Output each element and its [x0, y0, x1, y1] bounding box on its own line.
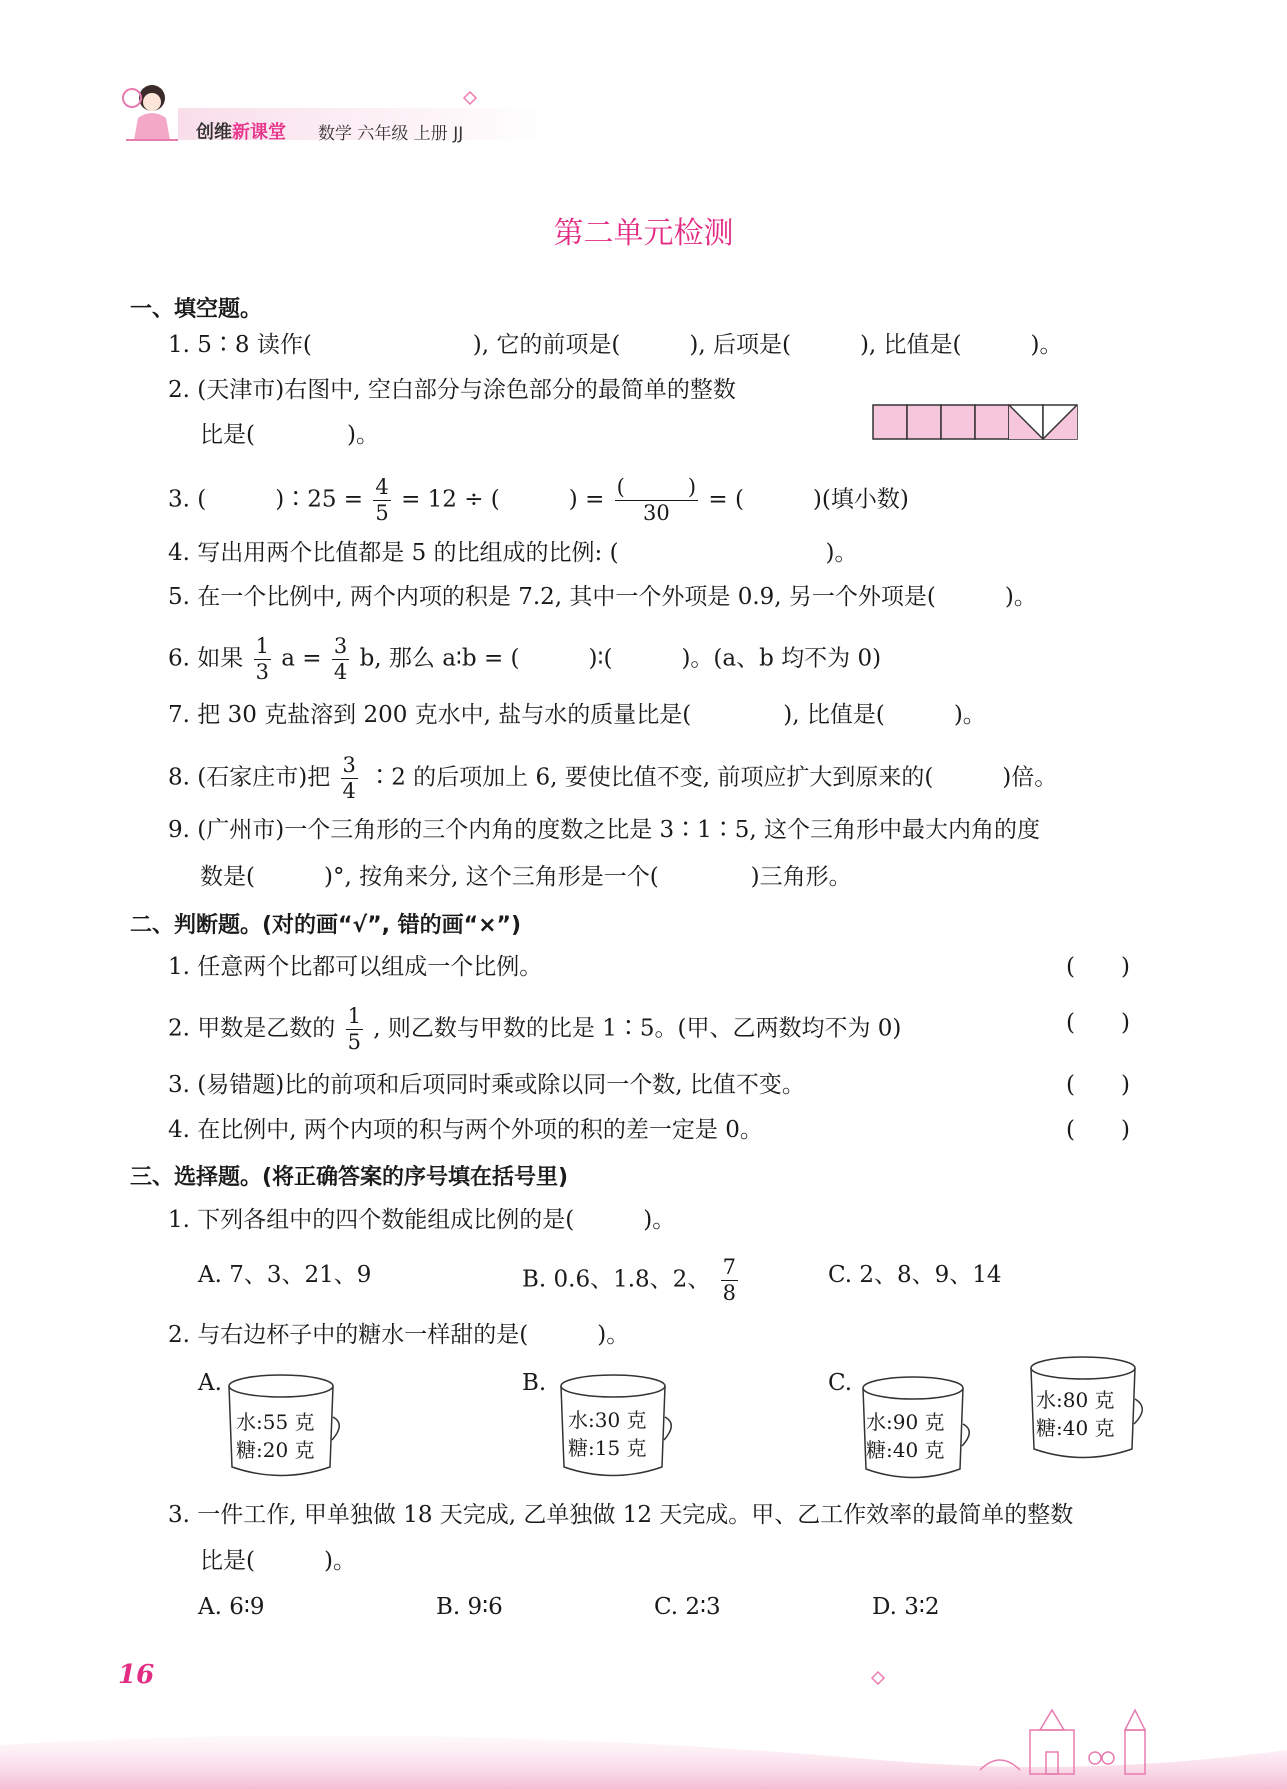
s1-q9-line1: 9. (广州市)一个三角形的三个内角的度数之比是 3∶1∶5, 这个三角形中最大内角的度: [168, 817, 1041, 843]
cup-b-label: 水:30 克 糖:15 克: [568, 1408, 647, 1460]
s3-q3-option-d[interactable]: D. 3∶2: [872, 1594, 940, 1620]
s3-q3-line2: 比是( )。: [200, 1548, 356, 1574]
s2-q2: 2. 甲数是乙数的 $\frac{1}{5}$ , 则乙数与甲数的比是 1∶5。(甲、乙两数均不为 0): [168, 1004, 902, 1054]
s3-q3-line1: 3. 一件工作, 甲单独做 18 天完成, 乙单独做 12 天完成。甲、乙工作效率的最简单的整数: [168, 1502, 1074, 1528]
s3-q3-option-a[interactable]: A. 6∶9: [198, 1594, 265, 1620]
s1-q1: 1. 5∶8 读作( ), 它的前项是( ), 后项是( ), 比值是( )。: [168, 332, 1063, 358]
q8-fraction: $\frac{3}{4}$: [342, 753, 356, 803]
footer-decoration: [0, 1660, 1287, 1789]
s3-q3-option-c[interactable]: C. 2∶3: [654, 1594, 721, 1620]
s1-q7: 7. 把 30 克盐溶到 200 克水中, 盐与水的质量比是( ), 比值是( )。: [168, 702, 986, 728]
flower-icon: [464, 92, 476, 104]
s3-q2-option-b[interactable]: B.: [522, 1370, 547, 1396]
s3-q3-option-b[interactable]: B. 9∶6: [436, 1594, 503, 1620]
cup-a-label: 水:55 克 糖:20 克: [236, 1410, 315, 1462]
s1-q3: 3. ( )∶25 = $\frac{4}{5}$ = 12 ÷ ( ) = $\frac{( )}{30}$ = ( )(填小数): [168, 475, 909, 525]
s1-q5: 5. 在一个比例中, 两个内项的积是 7.2, 其中一个外项是 0.9, 另一个外项是( )。: [168, 584, 1037, 610]
page-title: 第二单元检测: [553, 216, 734, 251]
s2-q3: 3. (易错题)比的前项和后项同时乘或除以同一个数, 比值不变。: [168, 1072, 805, 1098]
reference-cup-label: 水:80 克 糖:40 克: [1036, 1388, 1115, 1440]
s3-q1-option-c[interactable]: C. 2、8、9、14: [828, 1262, 1002, 1288]
s1-q9-line2: 数是( )°, 按角来分, 这个三角形是一个( )三角形。: [200, 864, 852, 890]
s3-q1: 1. 下列各组中的四个数能组成比例的是( )。: [168, 1207, 676, 1233]
q6-fraction2: $\frac{3}{4}$: [333, 634, 348, 684]
s1-q2-line1: 2. (天津市)右图中, 空白部分与涂色部分的最简单的整数: [168, 377, 736, 403]
castle-icon: [980, 1710, 1145, 1774]
section2-heading: 二、判断题。(对的画“√”, 错的画“×”): [130, 913, 522, 938]
s2-q4: 4. 在比例中, 两个内项的积与两个外项的积的差一定是 0。: [168, 1117, 763, 1143]
page-number: 16: [118, 1660, 155, 1690]
option-b-fraction: $\frac{7}{8}$: [722, 1255, 736, 1305]
section3-heading: 三、选择题。(将正确答案的序号填在括号里): [130, 1165, 569, 1190]
s3-q2-option-a[interactable]: A.: [198, 1370, 222, 1396]
header-decoration: [118, 78, 558, 158]
s2-q1-answer-paren[interactable]: ( ): [1066, 954, 1130, 980]
section1-heading: 一、填空题。: [130, 297, 263, 322]
s2-q2-answer-paren[interactable]: ( ): [1066, 1010, 1130, 1036]
flower-icon: [872, 1672, 884, 1684]
s3-q2: 2. 与右边杯子中的糖水一样甜的是( )。: [168, 1322, 630, 1348]
subject-label: 数学 六年级 上册 JJ: [318, 124, 464, 144]
s2-q2-fraction: $\frac{1}{5}$: [347, 1004, 361, 1054]
s3-q1-option-a[interactable]: A. 7、3、21、9: [198, 1262, 372, 1288]
q3-fraction2: $\frac{( )}{30}$: [616, 475, 697, 525]
s1-q8: 8. (石家庄市)把 $\frac{3}{4}$ ∶2 的后项加上 6, 要使比值不变, 前项应扩大到原来的( )倍。: [168, 753, 1058, 803]
girl-mascot-icon: [123, 85, 178, 140]
cup-c-label: 水:90 克 糖:40 克: [866, 1410, 945, 1462]
q6-fraction1: $\frac{1}{3}$: [255, 634, 269, 684]
s1-q4: 4. 写出用两个比值都是 5 的比组成的比例: ( )。: [168, 540, 858, 566]
q3-fraction1: $\frac{4}{5}$: [375, 475, 389, 525]
s2-q4-answer-paren[interactable]: ( ): [1066, 1117, 1130, 1143]
s3-q2-option-c[interactable]: C.: [828, 1370, 853, 1396]
s2-q3-answer-paren[interactable]: ( ): [1066, 1072, 1130, 1098]
shaded-strip-diagram: [872, 404, 1080, 442]
brand-name: 创维新课堂: [196, 122, 286, 143]
s1-q2-line2: 比是( )。: [200, 422, 379, 448]
s2-q1: 1. 任意两个比都可以组成一个比例。: [168, 954, 543, 980]
s3-q1-option-b[interactable]: B. 0.6、1.8、2、 $\frac{7}{8}$: [522, 1255, 736, 1305]
s1-q6: 6. 如果 $\frac{1}{3}$ a = $\frac{3}{4}$ b, 那么 a∶b = ( )∶( )。(a、b 均不为 0): [168, 634, 882, 684]
